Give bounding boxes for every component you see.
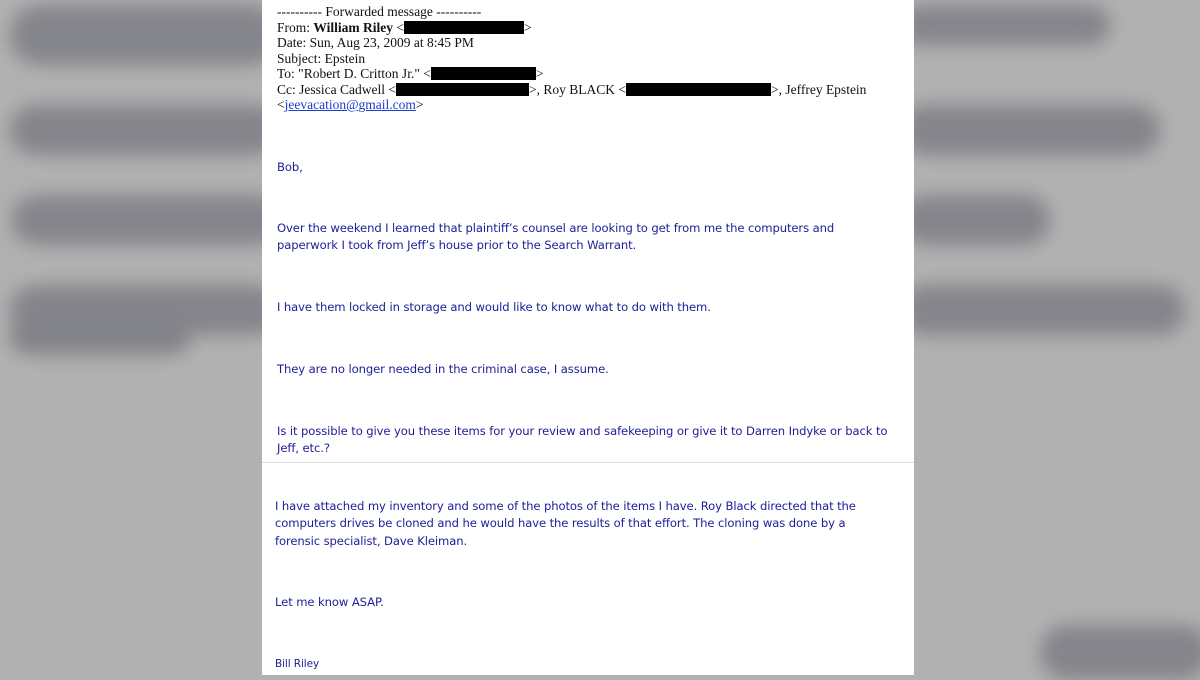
lt: <: [277, 97, 285, 112]
redaction: [396, 83, 529, 96]
signature: Bill Riley: [275, 658, 320, 670]
paragraph-3: They are no longer needed in the criminal case, I assume.: [277, 362, 609, 376]
cc-email-line: [277, 97, 866, 113]
to-line: [277, 66, 866, 82]
lt: <: [393, 19, 405, 35]
redaction: [431, 67, 536, 80]
paragraph-1: Over the weekend I learned that plaintiff’s counsel are looking to get from me the computers and paperwork I took from Jeff’s house prior to the Search Warrant.: [277, 221, 835, 253]
gt: >: [415, 97, 424, 112]
from-line: [277, 20, 866, 36]
gt: >: [524, 19, 532, 35]
email-header: [277, 4, 866, 113]
forwarded-line: ---------- Forwarded message ----------: [277, 4, 482, 19]
cc-line: [277, 82, 866, 98]
page-divider: [262, 462, 914, 463]
cc-label: Cc: Jessica Cadwell <: [277, 81, 396, 97]
greeting: Bob,: [277, 160, 303, 174]
paragraph-2: I have them locked in storage and would like to know what to do with them.: [277, 300, 711, 314]
redaction: [626, 83, 771, 96]
cc-part: >, Jeffrey Epstein: [770, 81, 867, 97]
to-label: To: "Robert D. Critton Jr." <: [277, 66, 431, 81]
from-label: From:: [277, 19, 314, 35]
redaction: [404, 21, 524, 34]
paragraph-4: Is it possible to give you these items for your review and safekeeping or give it to Darren Indyke or back to Jeff, etc.?: [277, 424, 888, 456]
gt: >: [535, 66, 544, 81]
date-line: Date: Sun, Aug 23, 2009 at 8:45 PM: [277, 35, 474, 50]
from-name: William Riley: [313, 19, 394, 35]
subject-line: Subject: Epstein: [277, 50, 366, 66]
email-link[interactable]: jeevacation@gmail.com: [284, 97, 416, 112]
paragraph-6: Let me know ASAP.: [275, 595, 384, 609]
paragraph-5: I have attached my inventory and some of the photos of the items I have. Roy Black directed that the computers drives be cloned and he would have the results of that effort. The cloning was done by a forensic specialist, Dave Kleiman.: [275, 499, 856, 548]
cc-part: >, Roy BLACK <: [528, 81, 626, 97]
